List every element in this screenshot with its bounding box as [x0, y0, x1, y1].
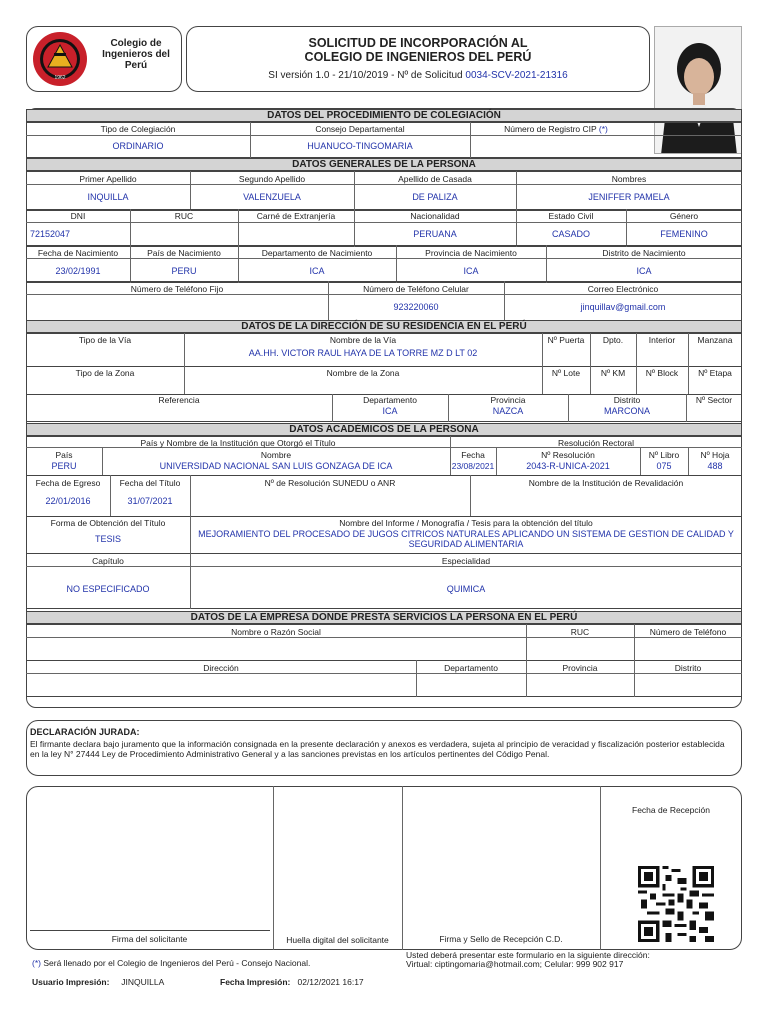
apellido-casada-value: DE PALIZA [412, 192, 458, 202]
etapa-label: Nº Etapa [698, 368, 732, 378]
declaracion-title: DECLARACIÓN JURADA: [30, 727, 140, 737]
correo-value: jinquillav@gmail.com [580, 302, 666, 312]
nombres-label: Nombres [611, 174, 647, 184]
provincia-value: NAZCA [492, 406, 524, 416]
form-title-line2: COLEGIO DE INGENIEROS DEL PERÚ [304, 50, 532, 64]
primer-apellido-label: Primer Apellido [79, 174, 137, 184]
nacionalidad-label: Nacionalidad [410, 211, 460, 221]
estado-civil-label: Estado Civil [548, 211, 594, 221]
consejo-value: HUANUCO-TINGOMARIA [307, 141, 413, 151]
fecha-titulo-label: Fecha del Título [119, 478, 181, 488]
nombres-value: JENIFFER PAMELA [588, 192, 670, 202]
capitulo-value: NO ESPECIFICADO [66, 584, 150, 594]
fecha-nacimiento-label: Fecha de Nacimiento [37, 248, 119, 258]
section-persona: DATOS GENERALES DE LA PERSONA [26, 158, 742, 171]
version-text: SI versión 1.0 - 21/10/2019 - Nº de Solicitud [268, 70, 463, 81]
sunedu-label: Nº de Resolución SUNEDU o ANR [264, 478, 396, 488]
segundo-apellido-value: VALENZUELA [243, 192, 301, 202]
prov-nacimiento-label: Provincia de Nacimiento [425, 248, 517, 258]
dni-value: 72152047 [30, 229, 71, 239]
capitulo-label: Capítulo [92, 556, 124, 566]
tipo-colegiacion-label: Tipo de Colegiación [100, 124, 176, 134]
sector-label: Nº Sector [695, 395, 733, 405]
depto-nacimiento-label: Departamento de Nacimiento [261, 248, 373, 258]
request-number: 0034-SCV-2021-21316 [465, 70, 568, 81]
departamento-label: Departamento [363, 395, 417, 405]
empresa-departamento-label: Departamento [444, 663, 498, 673]
section-procedimiento: DATOS DEL PROCEDIMIENTO DE COLEGIACIÓN [26, 109, 742, 122]
estado-civil-value: CASADO [551, 229, 590, 239]
hoja-label: Nº Hoja [700, 450, 730, 460]
fecha-recepcion-label: Fecha de Recepción [632, 805, 710, 815]
genero-label: Género [669, 211, 699, 221]
carne-label: Carné de Extranjería [256, 211, 336, 221]
pais-nacimiento-value: PERU [171, 266, 197, 276]
cip-logo [32, 31, 88, 87]
puerta-label: Nº Puerta [547, 335, 585, 345]
dpto-label: Dpto. [602, 335, 624, 345]
lote-label: Nº Lote [551, 368, 581, 378]
huella-label: Huella digital del solicitante [286, 935, 389, 945]
empresa-ruc-label: RUC [570, 627, 590, 637]
instruccion-line1: Usted deberá presentar este formulario en la siguiente dirección: [406, 950, 650, 960]
libro-value: 075 [656, 461, 672, 471]
dist-nacimiento-label: Distrito de Nacimiento [602, 248, 686, 258]
segundo-apellido-label: Segundo Apellido [238, 174, 306, 184]
genero-value: FEMENINO [660, 229, 708, 239]
inst-group-label: País y Nombre de la Institución que Otorgó el Título [140, 438, 336, 448]
form-title-line1: SOLICITUD DE INCORPORACIÓN AL [308, 36, 528, 50]
informe-value: MEJORAMIENTO DEL PROCESADO DE JUGOS CITRICOS NATURALES APLICANDO UN SISTEMA DE GESTION DE CALIDAD Y SEGURIDAD ALIMENTARIA [198, 529, 734, 549]
hoja-value: 488 [707, 461, 723, 471]
interior-label: Interior [648, 335, 676, 345]
empresa-distrito-label: Distrito [674, 663, 702, 673]
instruccion-line2: Virtual: ciptingomaria@hotmail.com; Celular: 999 902 917 [406, 959, 624, 969]
firma-solicitante-label: Firma del solicitante [111, 934, 188, 944]
km-label: Nº KM [600, 368, 626, 378]
depto-nacimiento-value: ICA [309, 266, 325, 276]
nacionalidad-value: PERUANA [413, 229, 457, 239]
primer-apellido-value: INQUILLA [87, 192, 129, 202]
libro-label: Nº Libro [648, 450, 680, 460]
logo-year: 1962 [54, 75, 66, 81]
dist-nacimiento-value: ICA [636, 266, 652, 276]
institucion-value: UNIVERSIDAD NACIONAL SAN LUIS GONZAGA DE ICA [159, 461, 393, 471]
ruc-label: RUC [174, 211, 194, 221]
forma-label: Forma de Obtención del Título [50, 518, 166, 528]
prov-nacimiento-value: ICA [463, 266, 479, 276]
registro-cip-label: Número de Registro CIP (*) [504, 124, 608, 134]
celular-value: 923220060 [393, 302, 439, 312]
nombre-zona-label: Nombre de la Zona [326, 368, 400, 378]
forma-value: TESIS [94, 534, 121, 544]
org-name: Colegio de Ingenieros del Perú [102, 38, 170, 71]
distrito-label: Distrito [613, 395, 641, 405]
apellido-casada-label: Apellido de Casada [398, 174, 472, 184]
fecha-titulo-value: 31/07/2021 [127, 496, 173, 506]
declaracion-text: El firmante declara bajo juramento que la información consignada en la presente declaración y anexos es verdadera, sujeta al principio de veracidad y fiscalización posterior establecida en la ley N° 27444 Ley de Procedimiento Administrativo General y a las sanciones previstas en los artículos pertinentes del Código Penal. [30, 739, 725, 759]
tipo-colegiacion-value: ORDINARIO [112, 141, 164, 151]
egreso-label: Fecha de Egreso [35, 478, 101, 488]
fecha-resolucion-value: 23/08/2021 [451, 461, 495, 471]
pais-titulo-value: PERU [51, 461, 77, 471]
section-empresa: DATOS DE LA EMPRESA DONDE PRESTA SERVICIOS LA PERSONA EN EL PERÚ [26, 611, 742, 624]
fecha-nacimiento-value: 23/02/1991 [55, 266, 101, 276]
sello-label: Firma y Sello de Recepción C.D. [439, 934, 563, 944]
block-label: Nº Block [645, 368, 679, 378]
resolucion-label: Nº Resolución [541, 450, 595, 460]
fecha-impresion: Fecha Impresión: 02/12/2021 16:17 [220, 977, 364, 987]
revalidacion-label: Nombre de la Institución de Revalidación [528, 478, 684, 488]
resolucion-value: 2043-R-UNICA-2021 [526, 461, 610, 471]
tipo-zona-label: Tipo de la Zona [75, 368, 135, 378]
pais-nacimiento-label: País de Nacimiento [147, 248, 221, 258]
departamento-value: ICA [382, 406, 398, 416]
egreso-value: 22/01/2016 [45, 496, 91, 506]
consejo-label: Consejo Departamental [315, 124, 405, 134]
manzana-label: Manzana [697, 335, 733, 345]
celular-label: Número de Teléfono Celular [363, 284, 469, 294]
section-academicos: DATOS ACADÉMICOS DE LA PERSONA [26, 423, 742, 436]
especialidad-label: Especialidad [441, 556, 491, 566]
empresa-telefono-label: Número de Teléfono [649, 627, 727, 637]
qr-code [638, 866, 714, 942]
nombre-via-label: Nombre de la Vía [329, 335, 397, 345]
empresa-provincia-label: Provincia [562, 663, 598, 673]
resol-group-label: Resolución Rectoral [557, 438, 635, 448]
informe-label: Nombre del Informe / Monografía / Tesis para la obtención del título [339, 518, 593, 528]
fecha-resolucion-label: Fecha [461, 450, 485, 460]
distrito-value: MARCONA [603, 406, 650, 416]
telefono-fijo-label: Número de Teléfono Fijo [130, 284, 224, 294]
institucion-label: Nombre [260, 450, 292, 460]
dni-label: DNI [70, 211, 86, 221]
nombre-via-value: AA.HH. VICTOR RAUL HAYA DE LA TORRE MZ D LT 02 [248, 348, 478, 358]
version-line [186, 70, 650, 81]
provincia-label: Provincia [490, 395, 526, 405]
footer-note: (*) Será llenado por el Colegio de Ingenieros del Perú - Consejo Nacional. [32, 958, 311, 968]
empresa-direccion-label: Dirección [203, 663, 239, 673]
especialidad-value: QUIMICA [446, 584, 486, 594]
usuario-impresion: Usuario Impresión: JINQUILLA [32, 977, 165, 987]
razon-social-label: Nombre o Razón Social [231, 627, 321, 637]
pais-titulo-label: País [55, 450, 73, 460]
section-direccion: DATOS DE LA DIRECCIÓN DE SU RESIDENCIA EN EL PERÚ [26, 320, 742, 333]
correo-label: Correo Electrónico [587, 284, 659, 294]
referencia-label: Referencia [158, 395, 200, 405]
tipo-via-label: Tipo de la Vía [78, 335, 132, 345]
